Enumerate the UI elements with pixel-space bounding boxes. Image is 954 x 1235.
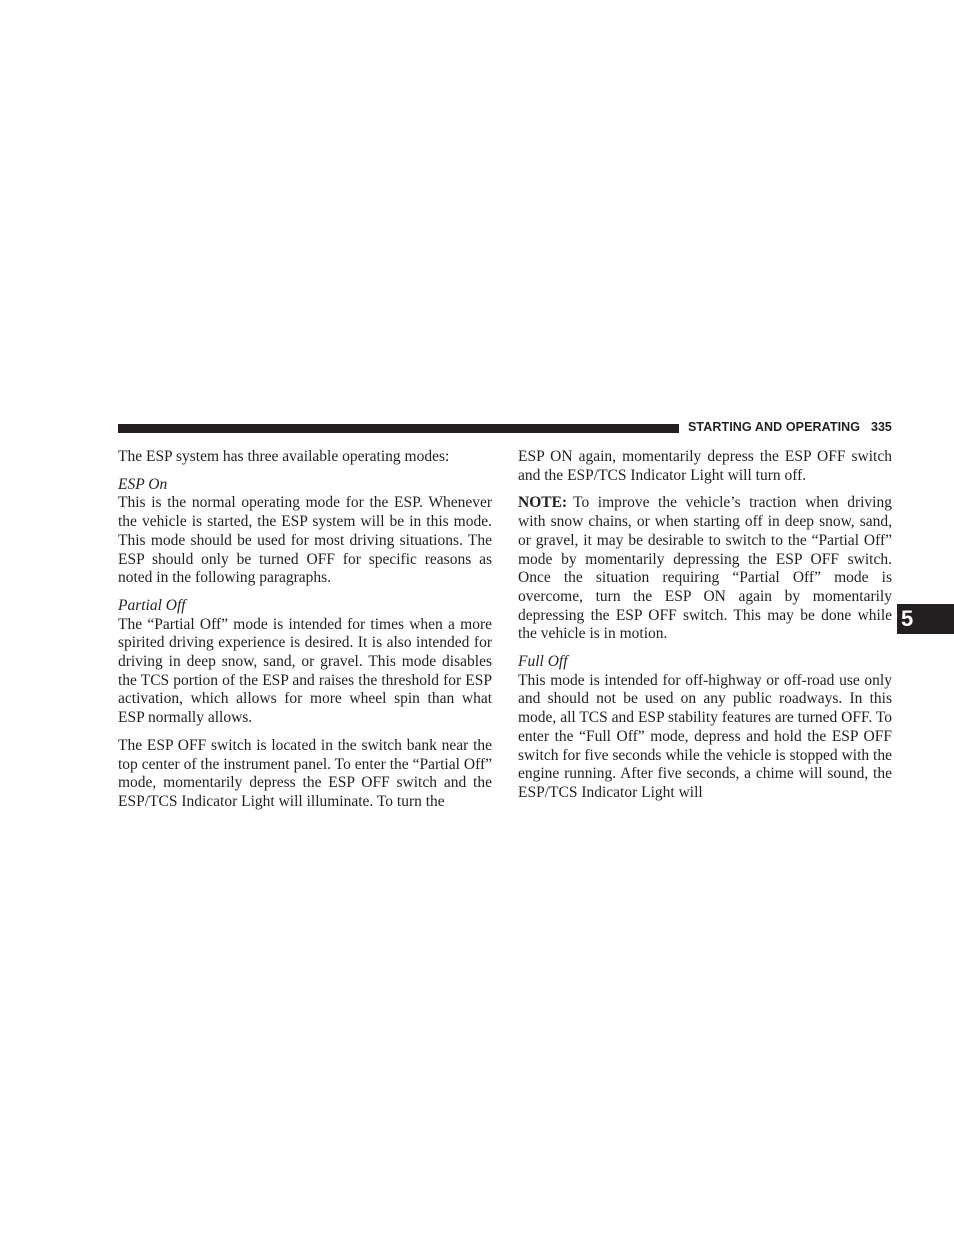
left-column: [118, 448, 492, 821]
esp-on-heading: ESP On: [118, 475, 168, 493]
page-number: 335: [871, 420, 892, 434]
chapter-tab: 5: [897, 604, 954, 634]
intro-paragraph: The ESP system has three available operating modes:: [118, 448, 450, 465]
note-paragraph: [518, 494, 892, 644]
section-title: STARTING AND OPERATING: [688, 420, 861, 434]
partial-off-paragraph: The “Partial Off” mode is intended for times when a more spirited driving experience is desired. It is also intended for driving in deep snow, sand, or gravel. This mode disables the TCS portion of the ESP and raises the threshold for ESP activation, which allows for more wheel spin than what ESP normally allows.: [118, 615, 492, 727]
switch-paragraph: The ESP OFF switch is located in the switch bank near the top center of the instrument panel. To enter the “Partial Off” mode, momentarily depress the ESP OFF switch and the ESP/TCS Indicator Light will illuminate. To turn the: [118, 736, 492, 810]
continuation-paragraph: ESP ON again, momentarily depress the ESP OFF switch and the ESP/TCS Indicator Light will turn off.: [518, 448, 892, 484]
esp-on-paragraph: This is the normal operating mode for the ESP. Whenever the vehicle is started, the ESP system will be in this mode. This mode should be used for most driving situations. The ESP should only be turned OFF for specific reasons as noted in the following paragraphs.: [118, 494, 492, 587]
full-off-paragraph: This mode is intended for off-highway or off-road use only and should not be used on any public roadways. In this mode, all TCS and ESP stability features are turned OFF. To enter the “Full Off” mode, depress and hold the ESP OFF switch for five seconds while the vehicle is stopped with the engine running. After five seconds, a chime will sound, the ESP/TCS Indicator Light will: [518, 671, 892, 801]
partial-off-heading: Partial Off: [118, 596, 186, 614]
note-label: NOTE:: [518, 494, 568, 512]
header-rule: [118, 424, 679, 433]
note-text: To improve the vehicle’s traction when driving with snow chains, or when starting off in deep snow, sand, or gravel, it may be desirable to switch to the “Partial Off” mode by momentarily depressing the ESP OFF switch. Once the situation requiring “Partial Off” mode is overcome, turn the ESP ON again by momentarily depressing the ESP OFF switch. This may be done while the vehicle is in motion.: [518, 494, 892, 643]
right-column: [518, 448, 892, 812]
full-off-heading: Full Off: [518, 653, 568, 671]
